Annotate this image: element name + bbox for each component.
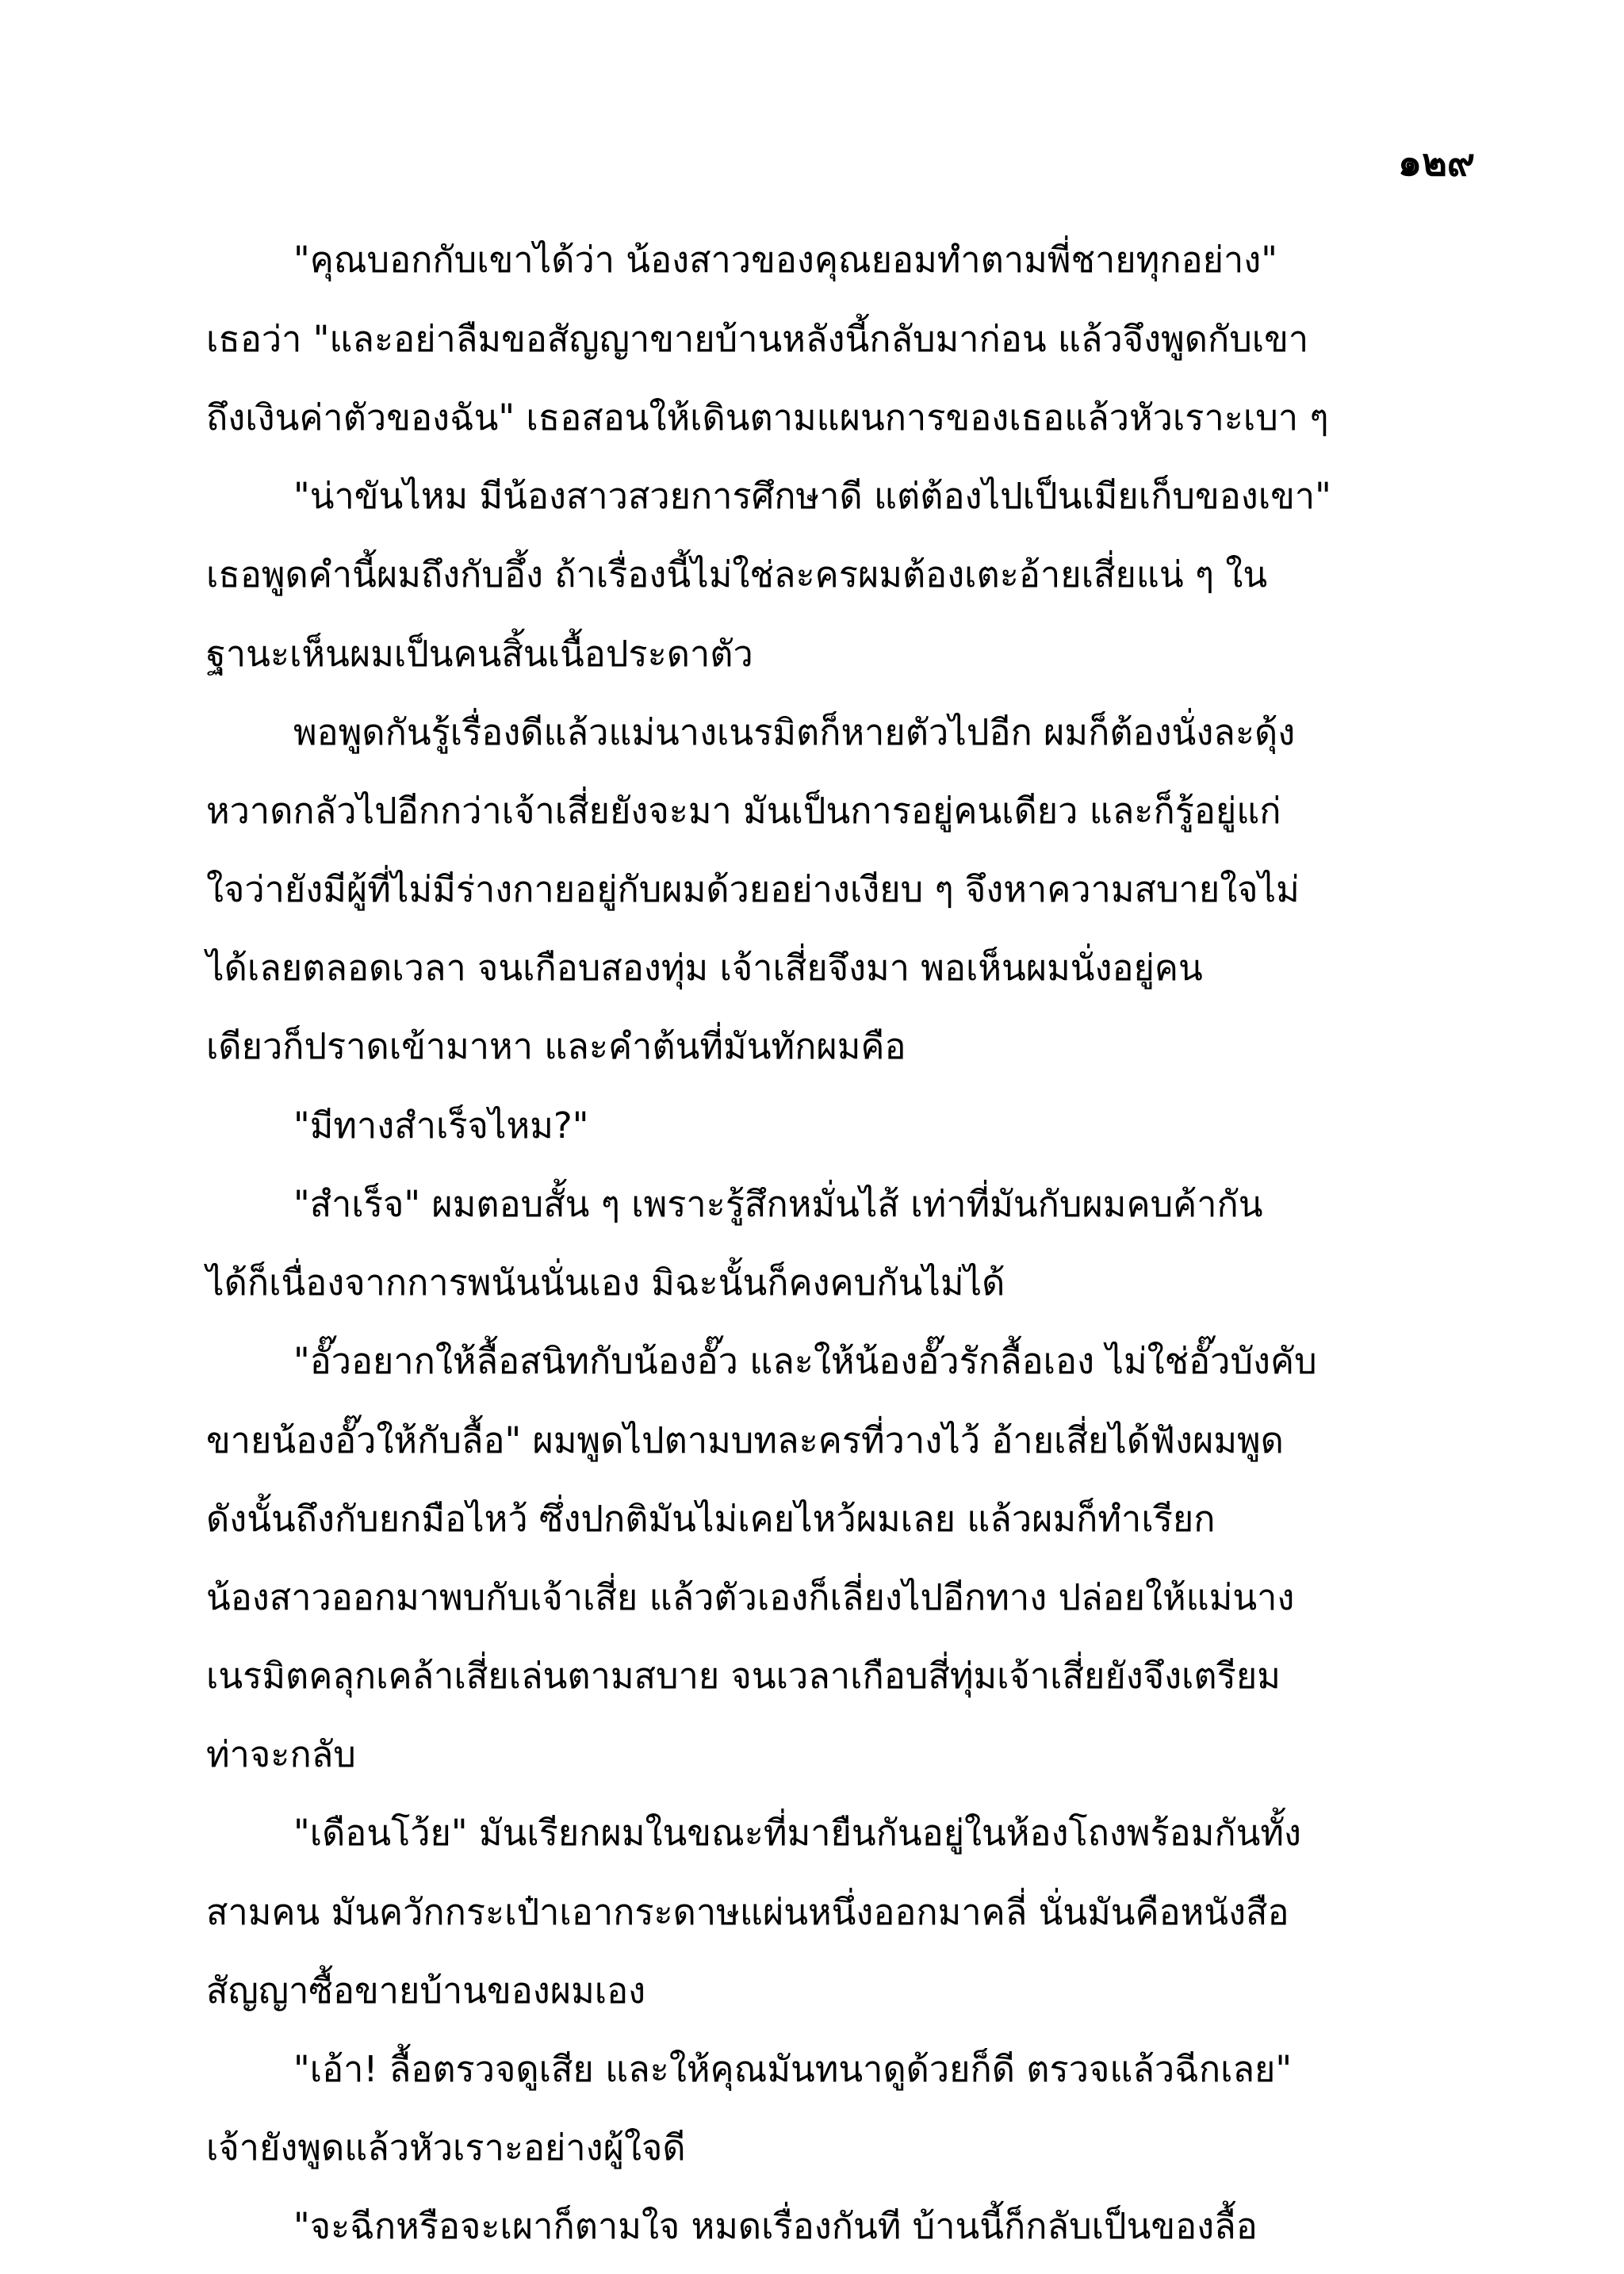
text-line: เธอว่า "และอย่าลืมขอสัญญาขายบ้านหลังนี้กลับมาก่อน แล้วจึงพูดกับเขา <box>206 318 1309 360</box>
page-number: ๑๒๙ <box>1397 140 1475 185</box>
text-line: เนรมิตคลุกเคล้าเสี่ยเล่นตามสบาย จนเวลาเกือบสี่ทุ่มเจ้าเสี่ยยังจึงเตรียม <box>206 1655 1281 1697</box>
text-line: "เดือนโว้ย" มันเรียกผมในขณะที่มายืนกันอยู่ในห้องโถงพร้อมกันทั้ง <box>293 1812 1302 1854</box>
text-line: "คุณบอกกับเขาได้ว่า น้องสาวของคุณยอมทำตามพี่ชายทุกอย่าง" <box>293 239 1277 281</box>
text-line: ดังนั้นถึงกับยกมือไหว้ ซึ่งปกติมันไม่เคยไหว้ผมเลย แล้วผมก็ทำเรียก <box>206 1498 1216 1540</box>
text-line: "มีทางสำเร็จไหม?" <box>293 1104 589 1147</box>
text-line: ถึงเงินค่าตัวของฉัน" เธอสอนให้เดินตามแผนการของเธอแล้วหัวเราะเบา ๆ <box>206 396 1329 438</box>
text-line: ได้ก็เนื่องจากการพนันนั่นเอง มิฉะนั้นก็คงคบกันไม่ได้ <box>206 1261 1005 1304</box>
text-line: หวาดกลัวไปอีกกว่าเจ้าเสี่ยยังจะมา มันเป็นการอยู่คนเดียว และก็รู้อยู่แก่ <box>206 790 1281 832</box>
text-line: พอพูดกันรู้เรื่องดีแล้วแม่นางเนรมิตก็หายตัวไปอีก ผมก็ต้องนั่งละดุ้ง <box>293 711 1296 753</box>
text-line: "อั๊วอยากให้ลื้อสนิทกับน้องอั๊ว และให้น้องอั๊วรักลื้อเอง ไม่ใช่อั๊วบังคับ <box>293 1340 1317 1382</box>
text-line: ได้เลยตลอดเวลา จนเกือบสองทุ่ม เจ้าเสี่ยจึงมา พอเห็นผมนั่งอยู่คน <box>206 947 1203 989</box>
text-line: "จะฉีกหรือจะเผาก็ตามใจ หมดเรื่องกันที บ้านนี้ก็กลับเป็นของลื้อ <box>293 2205 1258 2247</box>
text-line: ใจว่ายังมีผู้ที่ไม่มีร่างกายอยู่กับผมด้วยอย่างเงียบ ๆ จึงหาความสบายใจไม่ <box>206 868 1300 910</box>
text-line: เจ้ายังพูดแล้วหัวเราะอย่างผู้ใจดี <box>206 2127 686 2169</box>
text-line: ขายน้องอั๊วให้กับลื้อ" ผมพูดไปตามบทละครที่วางไว้ อ้ายเสี่ยได้ฟังผมพูด <box>206 1419 1284 1461</box>
text-line: เดียวก็ปราดเข้ามาหา และคำต้นที่มันทักผมคือ <box>206 1025 906 1067</box>
text-line: "สำเร็จ" ผมตอบสั้น ๆ เพราะรู้สึกหมั่นไส้ เท่าที่มันกับผมคบค้ากัน <box>293 1183 1263 1225</box>
text-line: ท่าจะกลับ <box>206 1733 356 1775</box>
text-line: เธอพูดคำนี้ผมถึงกับอึ้ง ถ้าเรื่องนี้ไม่ใช่ละครผมต้องเตะอ้ายเสี่ยแน่ ๆ ใน <box>206 553 1268 595</box>
text-line: ฐานะเห็นผมเป็นคนสิ้นเนื้อประดาตัว <box>206 633 753 675</box>
text-line: สัญญาซื้อขายบ้านของผมเอง <box>206 1970 646 2012</box>
text-line: "น่าขันไหม มีน้องสาวสวยการศึกษาดี แต่ต้องไปเป็นเมียเก็บของเขา" <box>293 475 1331 517</box>
text-line: น้องสาวออกมาพบกับเจ้าเสี่ย แล้วตัวเองก็เลี่ยงไปอีกทาง ปล่อยให้แม่นาง <box>206 1576 1295 1618</box>
text-line: "เอ้า! ลื้อตรวจดูเสีย และให้คุณมันทนาดูด้วยก็ดี ตรวจแล้วฉีกเลย" <box>293 2048 1293 2090</box>
text-line: สามคน มันควักกระเป๋าเอากระดาษแผ่นหนึ่งออกมาคลี่ นั่นมันคือหนังสือ <box>206 1891 1289 1933</box>
